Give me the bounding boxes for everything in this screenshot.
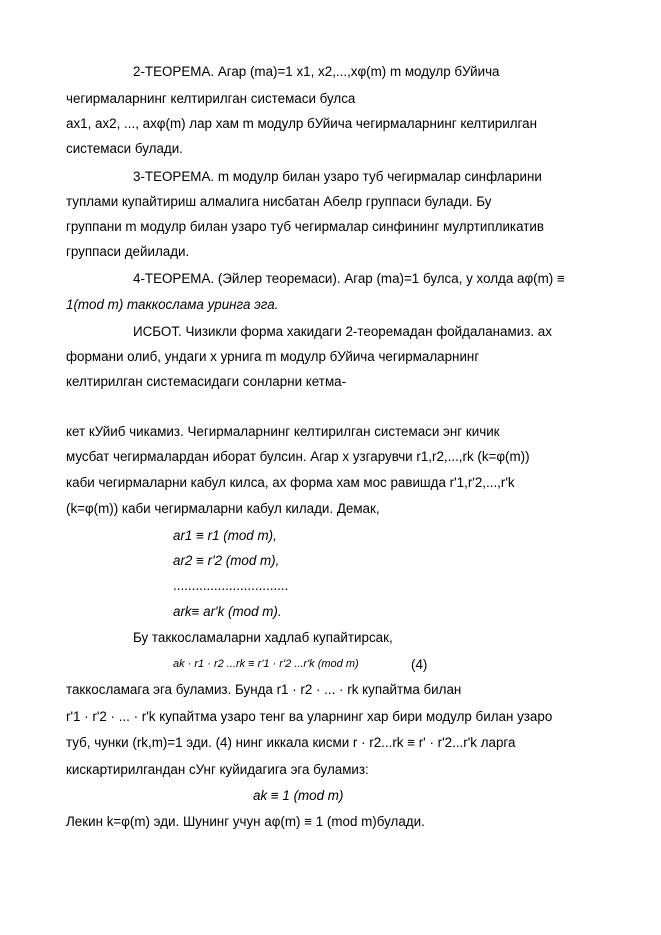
final-congruence: аk ≡ 1 (mod m) [253, 788, 344, 803]
conclusion-line-4: кискартирилгандан сУнг куйидагига эга буламиз: [66, 762, 369, 777]
theorem-2-line-3: ах1, ах2, ..., ахφ(m) лар хам m модулр бУйича чегирмаларнинг келтирилган [66, 116, 537, 131]
proof-line-5: мусбат чегирмалардан иборат булсин. Агар х узгарувчи r1,r2,...,rk (k=φ(m)) [66, 449, 530, 464]
proof-line-1: ИСБОТ. Чизикли форма хакидаги 2-теоремадан фойдаланамиз. ах [133, 324, 552, 339]
theorem-2-line-2: чегирмаларнинг келтирилган системаси булса [66, 91, 356, 106]
congruence-ellipsis: ............................... [173, 578, 289, 593]
theorem-4-line-2: 1(mod m) таккослама уринга эга. [66, 297, 279, 312]
theorem-2-line-4: системаси булади. [66, 141, 183, 156]
equation-4: ak · r1 · r2 ...rk ≡ r'1 · r'2 ...r'k (mod m) [173, 658, 359, 670]
multiply-line: Бу таккосламаларни хадлаб купайтирсак, [133, 630, 393, 645]
proof-line-3: келтирилган системасидаги сонларни кетма- [66, 374, 347, 389]
theorem-3-line-3: группани m модулр билан узаро туб чегирмалар синфининг мулртипликатив [66, 219, 544, 234]
proof-line-6: каби чегирмаларни кабул килса, ах форма хам мос равишда r'1,r'2,...,r'k [66, 475, 515, 490]
congruence-1: аr1 ≡ r1 (mod m), [173, 528, 277, 543]
theorem-4-line-1: 4-ТЕОРЕМА. (Эйлер теоремаси). Агар (mа)=1 булса, у холда аφ(m) ≡ [133, 271, 565, 286]
final-line: Лекин k=φ(m) эди. Шунинг учун аφ(m) ≡ 1 (mod m)булади. [66, 814, 425, 829]
equation-4-number: (4) [411, 657, 428, 672]
proof-line-2: формани олиб, ундаги х урнига m модулр бУйича чегирмаларнинг [66, 349, 480, 364]
conclusion-line-3: туб, чунки (rk,m)=1 эди. (4) нинг иккала кисми r · r2...rk ≡ r' · r'2...r'k ларга [66, 735, 516, 750]
conclusion-line-1: таккосламага эга буламиз. Бунда r1 · r2 · ... · rk купайтма билан [66, 682, 462, 697]
conclusion-line-2: r'1 · r'2 · ... · r'k купайтма узаро тенг ва уларнинг хар бири модулр билан узаро [66, 709, 553, 724]
proof-line-4: кет кУйиб чикамиз. Чегирмаларнинг келтирилган системаси энг кичик [66, 424, 500, 439]
congruence-k: аrk≡ аr'k (mod m). [173, 604, 282, 619]
congruence-2: аr2 ≡ r'2 (mod m), [173, 553, 280, 568]
theorem-2-line-1: 2-ТЕОРЕМА. Агар (mа)=1 х1, х2,...,хφ(m) m модулр бУйича [133, 64, 500, 79]
theorem-3-line-2: туплами купайтириш алмалига нисбатан Абелр группаси булади. Бу [66, 194, 492, 209]
proof-line-7: (k=φ(m)) каби чегирмаларни кабул килади. Демак, [66, 501, 380, 516]
theorem-3-line-1: 3-ТЕОРЕМА. m модулр билан узаро туб чегирмалар синфларини [133, 169, 542, 184]
theorem-3-line-4: группаси дейилади. [66, 244, 190, 259]
